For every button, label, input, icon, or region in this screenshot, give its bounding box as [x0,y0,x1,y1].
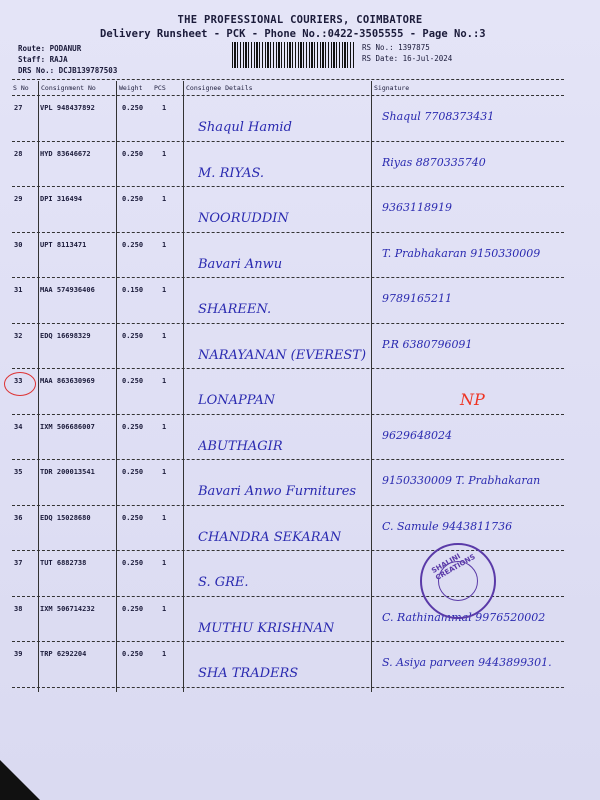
row-pcs: 1 [162,468,167,476]
company-stamp [420,543,496,619]
row-pcs: 1 [162,286,167,294]
row-consignee: CHANDRA SEKARAN [198,529,342,545]
row-consignee: MUTHU KRISHNAN [198,620,335,636]
table-row [12,187,564,232]
row-pcs: 1 [162,604,167,613]
row-weight: 0.250 [122,422,144,431]
row-pcs: 1 [162,104,167,112]
header-right [362,42,452,64]
stamp-text: SHALINI CREATIONS [430,552,477,582]
row-sno: 38 [14,604,23,613]
row-consignment: EDQ 15028680 [40,513,91,522]
row-signature: 9629648024 [382,428,452,442]
row-sno: 36 [14,513,23,522]
row-sno: 32 [14,331,23,340]
corner-shadow [0,760,40,800]
header-rule [12,79,564,80]
row-consignment: IXM 506714232 [40,604,95,613]
row-consignment: MAA 574936406 [40,286,95,294]
col-header-sno: S No [13,84,29,92]
table-row [12,460,564,505]
row-weight: 0.250 [122,377,144,385]
row-consignee: SHAREEN. [198,302,272,317]
row-consignment: VPL 948437892 [40,104,95,112]
row-sno: 31 [14,286,23,294]
row-consignment: DPI 316494 [40,195,83,203]
row-signature: Shaqul 7708373431 [382,110,495,123]
row-consignee: Bavari Anwo Furnitures [198,484,357,499]
row-consignee: S. GRE. [198,575,249,590]
row-weight: 0.250 [122,195,144,203]
row-signature: P.R 6380796091 [382,337,473,351]
row-pcs: 1 [162,240,167,249]
header-left [18,43,117,76]
row-consignment: TUT 6882738 [40,559,87,567]
row-signature: C. Rathinammal 9976520002 [382,610,546,624]
row-weight: 0.250 [122,468,144,476]
row-signature: 9363118919 [382,201,452,214]
row-weight: 0.250 [122,513,144,522]
row-sno: 29 [14,195,23,203]
row-consignment: TRP 6292204 [40,650,87,658]
rs-date: RS Date: 16-Jul-2024 [362,54,453,63]
row-weight: 0.150 [122,286,144,294]
row-consignment: MAA 863630969 [40,377,95,385]
row-pcs: 1 [162,195,167,203]
row-weight: 0.250 [122,604,144,613]
row-consignment: TDR 200013541 [40,468,95,476]
table-row [12,324,564,369]
row-pcs: 1 [162,650,167,658]
drs-number: DRS No.: DCJB139787503 [18,66,118,75]
row-sno: 34 [14,422,23,431]
staff-label: Staff: RAJA [18,55,68,64]
row-sno: 39 [14,650,23,658]
row-signature: T. Prabhakaran 9150330009 [382,246,541,260]
row-consignment: IXM 506686007 [40,422,95,431]
row-pcs: 1 [162,331,167,340]
row-sno: 27 [14,104,23,112]
row-pcs: 1 [162,377,167,385]
row-signature: C. Samule 9443811736 [382,519,513,533]
row-divider [12,687,564,688]
row-consignee: NARAYANAN (EVEREST) [198,347,367,363]
table-row [12,142,564,187]
row-weight: 0.250 [122,650,144,658]
row-consignee: LONAPPAN [198,393,276,408]
col-header-consignment: Consignment No [41,84,96,92]
row-consignment: HYD 83646672 [40,149,91,158]
rs-number: RS No.: 1397875 [362,43,430,52]
table-row [12,642,564,687]
row-weight: 0.250 [122,104,144,112]
row-signature: 9150330009 T. Prabhakaran [382,474,541,487]
row-weight: 0.250 [122,240,144,249]
table-row [12,415,564,460]
row-consignment: EDQ 16698329 [40,331,91,340]
barcode [232,42,354,68]
col-header-signature: Signature [374,84,410,92]
table-row [12,278,564,323]
row-sno: 28 [14,149,23,158]
table-row [12,233,564,278]
page-title: THE PROFESSIONAL COURIERS, COIMBATORE [177,14,423,26]
row-consignee: ABUTHAGIR [198,438,283,454]
row-consignee: Shaqul Hamid [198,120,292,135]
row-consignee: M. RIYAS. [198,165,265,181]
row-signature: Riyas 8870335740 [382,155,486,169]
table-row [12,96,564,141]
route-label: Route: PODANUR [18,44,82,53]
row-sno: 30 [14,240,23,249]
row-consignee: SHA TRADERS [198,666,299,681]
row-weight: 0.250 [122,331,144,340]
row-consignment: UPT 8113471 [40,240,87,249]
row-weight: 0.250 [122,559,144,567]
row-sno: 35 [14,468,23,476]
row-sno: 37 [14,559,23,567]
row-consignee: NOORUDDIN [198,211,289,226]
row-signature: S. Asiya parveen 9443899301. [382,656,552,669]
row-pcs: 1 [162,513,167,522]
row-sno: 33 [14,377,23,385]
col-header-pcs: PCS [154,84,166,92]
not-present-mark: NP [460,390,485,409]
page-subtitle: Delivery Runsheet - PCK - Phone No.:0422-3505555 - Page No.:3 [100,28,486,40]
col-header-consignee: Consignee Details [186,84,253,92]
row-weight: 0.250 [122,149,144,158]
row-pcs: 1 [162,422,167,431]
row-pcs: 1 [162,149,167,158]
red-circle-mark [4,372,36,396]
row-pcs: 1 [162,559,167,567]
col-header-weight: Weight [119,84,143,92]
row-consignee: Bavari Anwu [198,256,283,272]
row-signature: 9789165211 [382,292,452,305]
